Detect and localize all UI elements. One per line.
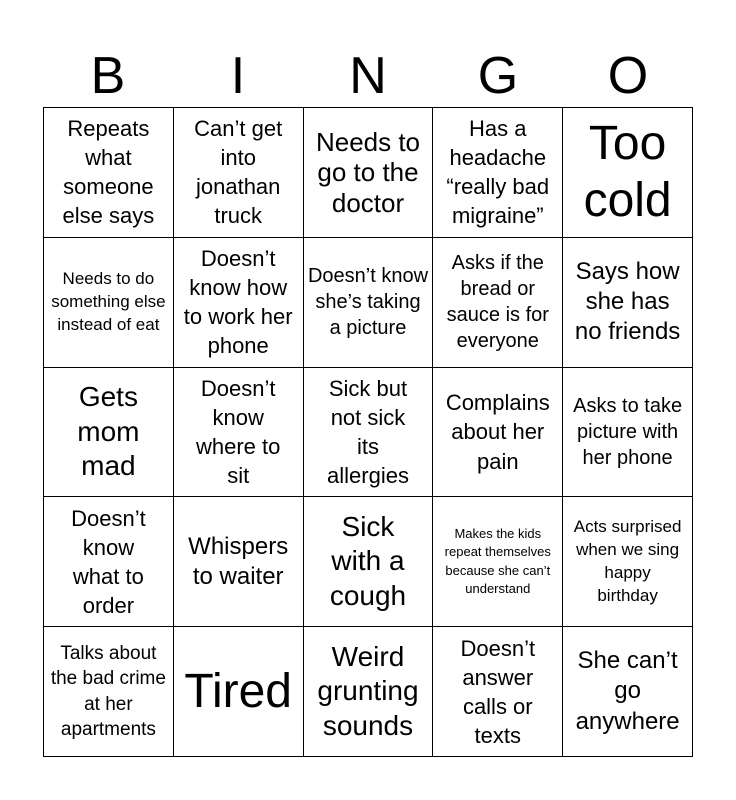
bingo-cell-3-3[interactable] bbox=[304, 368, 434, 498]
cell-text: Says how she has no friends bbox=[574, 257, 681, 346]
cell-text: Sick but not sick its allergies bbox=[327, 375, 409, 489]
cell-text: Can’t get into jonathan truck bbox=[194, 116, 283, 229]
header-letter-n: N bbox=[349, 47, 387, 105]
cell-text: Acts surprised when we sing happy birthday bbox=[573, 516, 682, 605]
cell-text: Talks about the bad crime at her apartments bbox=[50, 643, 166, 740]
cell-text: Whispers to waiter bbox=[188, 532, 289, 590]
cell-text: Sick with a cough bbox=[329, 510, 407, 612]
cell-text: Doesn’t know where to sit bbox=[196, 375, 281, 489]
bingo-cell-3-1[interactable] bbox=[44, 368, 174, 498]
bingo-cell-5-2[interactable] bbox=[174, 627, 304, 757]
cell-text: Asks to take picture with her phone bbox=[573, 394, 683, 469]
cell-text: Doesn’t know how to work her phone bbox=[183, 246, 293, 359]
cell-text: Too cold bbox=[583, 116, 672, 228]
cell-text: Doesn’t answer calls or texts bbox=[460, 635, 536, 748]
bingo-cell-1-2[interactable] bbox=[174, 108, 304, 238]
header-letter-o: O bbox=[607, 47, 649, 105]
cell-text: Doesn’t know what to order bbox=[71, 505, 146, 618]
cell-text: Complains about her pain bbox=[445, 390, 550, 474]
bingo-cell-1-4[interactable] bbox=[433, 108, 563, 238]
cell-text: Needs to do something else instead of eat bbox=[51, 268, 166, 334]
cell-text: Needs to go to the doctor bbox=[315, 126, 421, 218]
bingo-cell-2-3[interactable] bbox=[304, 238, 434, 368]
bingo-cell-1-5[interactable] bbox=[563, 108, 693, 238]
bingo-cell-4-4[interactable] bbox=[433, 497, 563, 627]
bingo-cell-4-3[interactable] bbox=[304, 497, 434, 627]
cell-text: Makes the kids repeat themselves because she can’t understand bbox=[444, 525, 551, 597]
cell-text: Doesn’t know she’s taking a picture bbox=[307, 265, 429, 340]
header-letter-i: I bbox=[230, 47, 246, 105]
bingo-cell-5-5[interactable] bbox=[563, 627, 693, 757]
bingo-grid bbox=[43, 107, 693, 757]
cell-text: Gets mom mad bbox=[77, 380, 140, 482]
bingo-cell-2-4[interactable] bbox=[433, 238, 563, 368]
bingo-cell-3-2[interactable] bbox=[174, 368, 304, 498]
cell-text: She can’t go anywhere bbox=[575, 647, 680, 735]
bingo-cell-5-3[interactable] bbox=[304, 627, 434, 757]
bingo-cell-1-1[interactable] bbox=[44, 108, 174, 238]
bingo-cell-5-1[interactable] bbox=[44, 627, 174, 757]
bingo-cell-2-2[interactable] bbox=[174, 238, 304, 368]
bingo-header bbox=[43, 45, 693, 107]
header-letter-g: G bbox=[477, 47, 519, 105]
bingo-cell-4-2[interactable] bbox=[174, 497, 304, 627]
bingo-cell-5-4[interactable] bbox=[433, 627, 563, 757]
header-letter-b: B bbox=[90, 47, 126, 105]
bingo-cell-2-1[interactable] bbox=[44, 238, 174, 368]
bingo-cell-3-5[interactable] bbox=[563, 368, 693, 498]
cell-text: Asks if the bread or sauce is for everyone bbox=[446, 252, 549, 353]
cell-text: Has a headache “really bad migraine” bbox=[446, 116, 550, 229]
cell-text: Tired bbox=[184, 664, 292, 718]
bingo-cell-4-5[interactable] bbox=[563, 497, 693, 627]
cell-text: Weird grunting sounds bbox=[317, 640, 419, 741]
bingo-cell-4-1[interactable] bbox=[44, 497, 174, 627]
bingo-cell-3-4[interactable] bbox=[433, 368, 563, 498]
bingo-cell-1-3[interactable] bbox=[304, 108, 434, 238]
bingo-cell-2-5[interactable] bbox=[563, 238, 693, 368]
cell-text: Repeats what someone else says bbox=[62, 116, 155, 229]
